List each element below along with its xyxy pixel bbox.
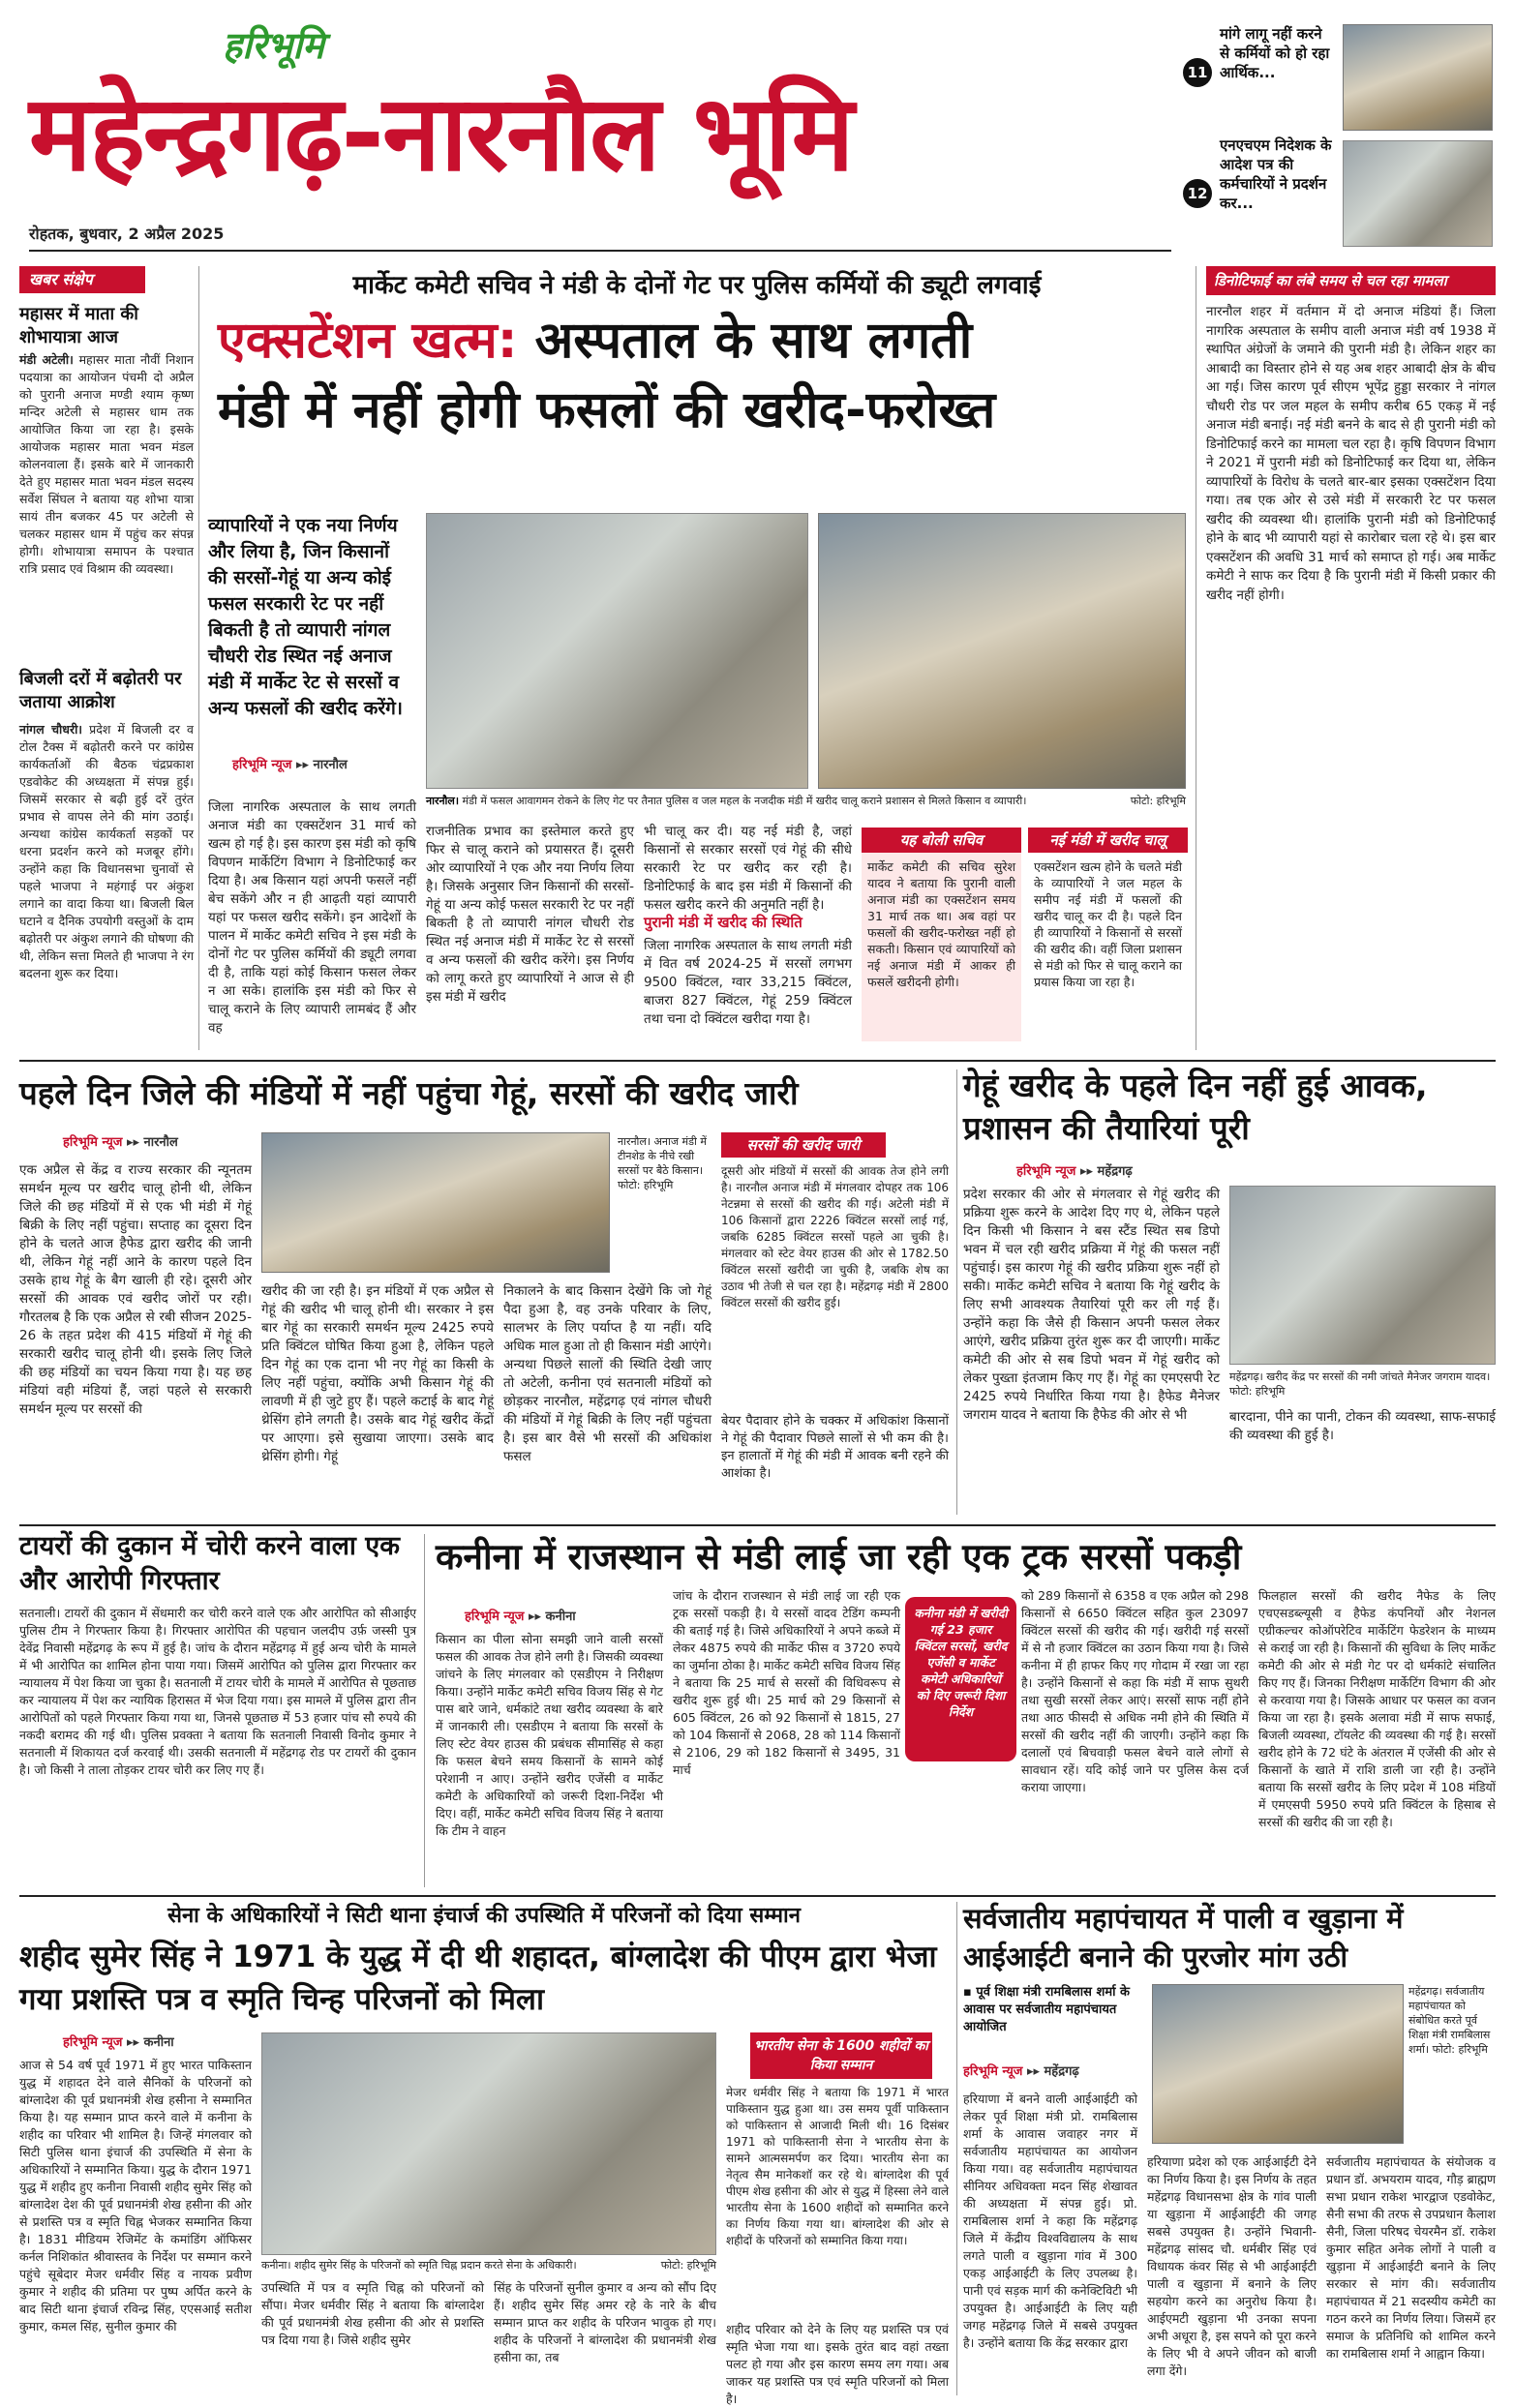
caption-text: मंडी में फसल आवागमन रोकने के लिए गेट पर तैनात पुलिस व जल महल के नजदीक मंडी में खरीद चालू कराने प्रशासन से मिलते किसान व व्यापारी। <box>462 795 1027 807</box>
row3-main-col3: को 289 किसानों से 6358 व एक अप्रैल को 298 किसानों से 6650 क्विंटल सहित कुल 23097 क्विंटल सरसों की खरीद की गई। खरीदी गई सरसों में से नौ हजार क्विंटल का उठान किया गया है। जिसे कनीना में ही हाफर किए गए गोदाम में रखा जा रहा है। उन्होंने किसानों से कहा कि मंडी में साफ सुथरी तथा सुखी सरसों लेकर आएं। सरसों साफ नहीं होने तथा आठ फीसदी से अधिक नमी होने की स्थिति में सरसों की खरीद नहीं की जाएगी। उन्होंने कहा कि दलालों एवं बिचवाड़ी फसल बेचने वाले लोगों से सावधान रहें। यदि कोई जाने पर पुलिस केस दर्ज कराया जाएगा। <box>1021 1588 1249 1794</box>
box-new-mandi <box>1028 828 1188 1045</box>
row2-right-headline: गेहूं खरीद के पहले दिन नहीं हुई आवक, प्रशासन की तैयारियां पूरी <box>963 1067 1428 1147</box>
box-secretary <box>862 828 1021 1045</box>
row4-right-col3: सर्वजातीय महापंचायत के संयोजक व प्रधान डॉ. अभयराम यादव, गौड़ ब्राह्मण सभा प्रधान राकेश भारद्वाज एडवोकेट, सैनी सभा की तरफ से उपप्रधान कैलाश सैनी, जिला परिषद चेयरमैन डॉ. राकेश कुमार सहित अनेक लोगों ने पाली व खुड़ाना में आईआईटी बनाने के लिए सरकार से मांग की। सर्वजातीय महापंचायत में 21 सदस्यीय कमेटी का गठन करने का निर्णय लिया। जिसमें हर समाज के प्रतिनिधि को शामिल करने का रामबिलास शर्मा ने आह्वान किया। <box>1326 2154 1496 2361</box>
title-part2: नारनौल भूमि <box>382 74 853 195</box>
row2-left-photo-caption: नारनौल। अनाज मंडी में टीनशेड के नीचे रखी सरसों पर बैठे किसान। फोटो: हरिभूमि <box>618 1135 707 1191</box>
byline-brand: हरिभूमि न्यूज <box>232 758 292 772</box>
row2-right-byline: हरिभूमि न्यूज ▸▸ महेंद्रगढ़ <box>1016 1164 1133 1179</box>
row4-box-title: भारतीय सेना के 1600 शहीदों का किया सम्मान <box>750 2032 932 2079</box>
row4-left-kicker: सेना के अधिकारियों ने सिटी थाना इंचार्ज की उपस्थिति में परिजनों को दिया सम्मान <box>167 1904 801 1928</box>
row3-quote-text: कनीना मंडी में खरीदी गई 23 हजार क्विंटल सरसों, खरीद एजेंसी व मार्केट कमेटी अधिकारियों को दिए जरूरी दिशा निर्देश <box>914 1606 1008 1719</box>
row4-left-col2: उपस्थिति में पत्र व स्मृति चिह्न को परिजनों को सौंपा। मेजर धर्मवीर सिंह ने बताया कि बांग्लादेश की पूर्व प्रधानमंत्री शेख हसीना की ओर से प्रशस्ति पत्र दिया गया है। जिसे शहीद सुमेर <box>261 2280 484 2347</box>
section-rule-3 <box>19 1895 1496 1897</box>
lead-headline-red: एक्सटेंशन खत्म: <box>218 312 518 370</box>
briefs-tag: खबर संक्षेप <box>19 266 145 293</box>
row2-left-photo <box>261 1132 610 1273</box>
lead-photo-1 <box>426 513 808 789</box>
byline-brand: हरिभूमि न्यूज <box>63 1135 123 1150</box>
brief1-place: मंडी अटेली। <box>19 352 74 367</box>
row4-left-col3: सिंह के परिजनों सुनील कुमार व अन्य को सौंप दिए हैं। शहीद सुमेर सिंह अमर रहे के नारे के बीच सम्मान प्राप्त कर शहीद के परिजन भावुक हो गए। शहीद के परिजनों ने बांग्लादेश की प्रधानमंत्री शेख हसीना का, तब <box>494 2280 716 2364</box>
caption-place: नारनौल। <box>426 795 460 807</box>
lead-headline-line2: मंडी में नहीं होगी फसलों की खरीद-फरोख्त <box>218 381 996 439</box>
row3-main-headline: कनीना में राजस्थान से मंडी लाई जा रही एक ट्रक सरसों पकड़ी <box>436 1536 1242 1578</box>
byline-brand: हरिभूमि न्यूज <box>465 1610 525 1624</box>
row4-left-headline: शहीद सुमेर सिंह ने 1971 के युद्ध में दी थी शहादत, बांग्लादेश की पीएम द्वारा भेजा गया प्रशस्ति पत्र व स्मृति चिन्ह परिजनों को मिला <box>19 1940 937 2017</box>
row2-left-headline: पहले दिन जिले की मंडियों में नहीं पहुंचा गेहूं, सरसों की खरीद जारी <box>19 1074 799 1112</box>
caption-credit: फोटो: हरिभूमि <box>1130 795 1186 807</box>
byline-brand: हरिभूमि न्यूज <box>63 2035 123 2050</box>
bullet-icon: ▪ <box>963 1985 977 2000</box>
row3-divider <box>424 1534 425 1887</box>
dateline: रोहतक, बुधवार, 2 अप्रैल 2025 <box>29 225 225 243</box>
right-sidebar <box>1196 266 1496 1050</box>
brand-logo: हरिभूमि <box>223 24 324 67</box>
row4-right-byline: हरिभूमि न्यूज ▸▸ महेंद्रगढ़ <box>963 2064 1079 2079</box>
right-sidebar-body: नारनौल शहर में वर्तमान में दो अनाज मंडियां हैं। जिला नागरिक अस्पताल के समीप वाली अनाज मंडी वर्ष 1938 में स्थापित अंग्रेजों के जमाने की पुरानी मंडी है। लेकिन शहर का आबादी का विस्तार होने से यह अब शहर आबादी क्षेत्र के बीच आ गई। जिस कारण पूर्व सीएम भूपेंद्र हुड्डा सरकार ने नांगल चौधरी रोड पर जल महल के समीप करीब 65 एकड़ में नई अनाज मंडी बनाई। नई मंडी बनने के बाद से ही पुरानी मंडी को डिनोटिफाई करने का मामला चल रहा है। कृषि विपणन विभाग ने 2021 में पुरानी मंडी को डिनोटिफाई कर दिया था, लेकिन व्यापारियों के विरोध के चलते बार-बार इसका एक्सटेंशन दिया गया। तब एक ओर से उसे मंडी में सरकारी रेट पर फसल खरीद की व्यवस्था थी। हालांकि पुरानी मंडी को डिनोटिफाई होने के बाद भी व्यापारी यहां से कारोबार चला रहे थे। इस बार एक्सटेंशन की अवधि 31 मार्च को समाप्त हो गई। अब मार्केट कमेटी ने साफ कर दिया है कि पुरानी मंडी में किसी प्रकार की खरीद नहीं होगी। <box>1206 304 1496 603</box>
row2-box-mustard <box>721 1132 949 1403</box>
lead-kicker: मार्केट कमेटी सचिव ने मंडी के दोनों गेट पर पुलिस कर्मियों की ड्यूटी लगवाई <box>352 271 1042 300</box>
brief1-body <box>19 351 194 661</box>
teaser-2[interactable] <box>1183 135 1493 252</box>
byline-brand: हरिभूमि न्यूज <box>1016 1164 1076 1179</box>
lead-intro: व्यापारियों ने एक नया निर्णय और लिया है, जिन किसानों की सरसों-गेहूं या अन्य कोई फसल सरकारी रेट पर नहीं बिकती है तो व्यापारी नांगल चौधरी रोड स्थित नई अनाज मंडी में मार्केट रेट से सरसों व अन्य फसलों की खरीद करेंगे। <box>208 515 403 719</box>
row2-right-photo-caption: महेंद्रगढ़। खरीद केंद्र पर सरसों की नमी जांचते मैनेजर जगराम यादव। फोटो: हरिभूमि <box>1229 1370 1491 1398</box>
section-rule-2 <box>19 1524 1496 1526</box>
byline-place: कनीना <box>545 1610 576 1624</box>
byline-place: कनीना <box>143 2035 174 2050</box>
row4-right-col1: हरियाणा में बनने वाली आईआईटी को लेकर पूर्व शिक्षा मंत्री प्रो. रामबिलास शर्मा के आवास जवाहर नगर में सर्वजातीय महापंचायत का आयोजन किया गया। वह सर्वजातीय महापंचायत सीनियर अधिवक्ता मदन सिंह शेखावत की अध्यक्षता में संपन्न हुई। प्रो. रामबिलास शर्मा ने कहा कि महेंद्रगढ़ जिले में केंद्रीय विश्वविद्यालय के साथ लगते पाली व खुड़ाना गांव में 300 एकड़ आईआईटी के लिए उपलब्ध है। पानी एवं सड़क मार्ग की कनेक्टिविटी भी उपयुक्त है। आईआईटी के लिए यही जगह महेंद्रगढ़ जिले में सबसे उपयुक्त है। उन्होंने बताया कि केंद्र सरकार द्वारा <box>963 2092 1137 2350</box>
row2-box-title: सरसों की खरीद जारी <box>721 1132 886 1158</box>
row4-left-byline: हरिभूमि न्यूज ▸▸ कनीना <box>63 2035 174 2050</box>
brief1-headline: महासर में माता की शोभायात्रा आज <box>19 304 138 347</box>
teaser-1[interactable] <box>1183 24 1493 135</box>
row3-main-col4: फिलहाल सरसों की खरीद नैफेड के लिए एचएसडब्ल्यूसी व हैफेड कंपनियों और नेशनल एग्रीकल्चर कोऑपरेटिव मार्केटिंग फेडरेशन के माध्यम से कराई जा रही है। किसानों की सुविधा के लिए मार्केट कमेटी की ओर से मंडी गेट पर दो धर्मकांटे संचालित किए गए हैं। जिनका निरीक्षण मार्केटिंग विभाग की ओर से करवाया गया है। जिसके आधार पर फसल का वजन किया जा रहा है। इसके अलावा मंडी में साफ सफाई, बिजली व्यवस्था, टॉयलेट की व्यवस्था की गई है। सरसों खरीद होने के 72 घंटे के अंतराल में एजेंसी की ओर से किसानों के खाते में राशि डाली जा रही है। उन्होंने बताया कि सरसों खरीद के लिए प्रदेश में 108 मंडियों में एमएसपी 5950 रुपये प्रति क्विंटल के हिसाब से सरसों की खरीद की जा रही है। <box>1258 1588 1496 1829</box>
news-briefs <box>19 266 194 1050</box>
teaser-text: मांगे लागू नहीं करने से कर्मियों को हो रहा आर्थिक... <box>1220 25 1330 81</box>
byline-place: नारनौल <box>143 1135 178 1150</box>
row2-right-tail: बारदाना, पीने का पानी, टोकन की व्यवस्था, साफ-सफाई की व्यवस्था की हुई है। <box>1229 1409 1496 1443</box>
row4-right-col2: हरियाणा प्रदेश को एक आईआईटी देने का निर्णय किया है। इस निर्णय के तहत महेंद्रगढ़ विधानसभा क्षेत्र के गांव पाली या खुड़ाना में आईआईटी की जगह सबसे उपयुक्त है। उन्होंने भिवानी-महेंद्रगढ़ सांसद चौ. धर्मबीर सिंह एवं विधायक कंवर सिंह से भी आईआईटी पाली व खुड़ाना में बनाने के लिए सहयोग करने का अनुरोध किया है। आईएमटी खुड़ाना भी उनका सपना अभी अधूरा है, इस सपने को पूरा करने के लिए भी वे अपने जीवन को बाजी लगा देंगे। <box>1147 2154 1317 2378</box>
row4-box-body: मेजर धर्मवीर सिंह ने बताया कि 1971 में भारत पाकिस्तान युद्ध हुआ था। उस समय पूर्वी पाकिस्तान को पाकिस्तान से आजादी मिली थी। 16 दिसंबर 1971 को पाकिस्तानी सेना ने भारतीय सेना के सामने आत्मसमर्पण कर दिया। भारतीय सेना का नेतृत्व सैम मानेकशॉ कर रहे थे। बांग्लादेश की पूर्व पीएम शेख हसीना की ओर से युद्ध में हिस्सा लेने वाले भारतीय सेना के 1600 शहीदों को सम्मानित करने का निर्णय किया गया था। बांग्लादेश की ओर से शहीदों के परिजनों को सम्मानित किया गया। <box>726 2086 949 2247</box>
row4-right-photo <box>1152 1984 1404 2144</box>
lead-headline-line1 <box>218 308 1186 374</box>
row4-right-headline: सर्वजातीय महापंचायत में पाली व खुड़ाना में आईआईटी बनाने की पुरजोर मांग उठी <box>963 1902 1404 1973</box>
row3-quote-box <box>905 1597 1016 1761</box>
teaser-number: 12 <box>1183 179 1212 208</box>
byline-place: नारनौल <box>313 758 348 772</box>
lead-photo-2 <box>818 513 1186 789</box>
row3-main-col2: जांच के दौरान राजस्थान से मंडी लाई जा रही एक ट्रक सरसों पकड़ी है। ये सरसों वादव टेडिंग कम्पनी की बताई गई है। जिसे अधिकारियों ने अपने कब्जे में लेकर 4875 रुपये की मार्केट फीस व 3720 रुपये का जुर्माना ठोका है। मार्केट कमेटी सचिव विजय सिंह ने बताया कि 25 मार्च से सरसों की विधिवरूप से खरीद शुरू हुई थी। 25 मार्च को 29 किसानों से 605 क्विंटल, 26 को 92 किसानों से 1815, 27 को 104 किसानों से 2068, 28 को 114 किसानों से 2106, 29 को 182 किसानों से 3495, 31 मार्च <box>673 1588 900 1777</box>
row2-left-col3: निकालने के बाद किसान देखेंगे कि जो गेहूं पैदा हुआ है, वह उनके परिवार के लिए, सालभर के लिए पर्याप्त है या नहीं। यदि अधिक माल हुआ तो ही किसान मंडी आएंगे। अन्यथा पिछले सालों की स्थिति देखी जाए तो अटेली, कनीना एवं सतनाली मंडियों को छोड़कर नारनौल, महेंद्रगढ़ एवं नांगल चौधरी की मंडियों में गेहूं बिक्री के लिए नहीं पहुंचता है। इस बार वैसे भी सरसों की अधिकांश फसल <box>503 1283 712 1464</box>
brief2-text: प्रदेश में बिजली दर व टोल टैक्स में बढ़ोतरी करने पर कांग्रेस कार्यकर्ताओं की बैठक चंद्रप्रकाश एडवोकेट की अध्यक्षता में संपन्न हुई। जिसमें सरकार से बढ़ी हुई दरें तुरंत प्रभाव से वापस लेने की मांग उठाई। अन्यथा कांग्रेस कार्यकर्ता सड़कों पर धरना प्रदर्शन करने को मजबूर होंगे। उन्होंने कहा कि विधानसभा चुनावों से पहले भाजपा ने महंगाई पर अंकुश लगाने का वादा किया था। बिजली बिल घटाने व दैनिक उपयोगी वस्तुओं के दाम बढ़ोतरी पर अंकुश लगाने की घोषणा की थी, लेकिन सत्ता मिलते ही भाजपा ने रंग बदलना शुरू कर दिया। <box>19 722 194 980</box>
column-divider <box>198 266 199 1050</box>
byline-brand: हरिभूमि न्यूज <box>963 2064 1023 2079</box>
brief1-text: महासर माता नौवीं निशान पदयात्रा का आयोजन पंचमी दो अप्रैल को पुरानी अनाज मण्डी श्याम कृष्ण मन्दिर अटेली से महासर धाम तक आयोजित किया जा रहा है। इसके आयोजक महासर माता भवन मंडल कोलनवाला हैं। इसके बारे में जानकारी देते हुए महासर माता भवन मंडल सदस्य सर्वेश सिंघल ने बताया यह शोभा यात्रा सायं तीन बजकर 45 पर अटेली से चलकर महासर धाम में पहुंच कर संपन्न होगी। शोभायात्रा समापन के पश्चात रात्रि प्रसाद एवं विश्राम की व्यवस्था। <box>19 352 194 576</box>
row2-right-photo <box>1229 1186 1496 1365</box>
row2-box-body: दूसरी ओर मंडियों में सरसों की आवक तेज होने लगी है। नारनौल अनाज मंडी में मंगलवार दोपहर तक 106 नेटन्नमा से सरसों की खरीद की गई। अटेली मंडी में 106 किसानों द्वारा 2226 क्विंटल सरसों लाई गई, जबकि 6285 क्विंटल सरसों पहले आ चुकी है। मंगलवार को स्टेट वेयर हाउस की ओर से 1782.50 क्विंटल सरसों खरीदी जा चुकी है, जबकि शेष का उठाव भी तेजी से चल रहा है। महेंद्रगढ़ मंडी में 2800 क्विंटल सरसों की खरीद हुई। <box>721 1164 949 1309</box>
row2-right-body: प्रदेश सरकार की ओर से मंगलवार से गेहूं खरीद की प्रक्रिया शुरू करने के आदेश दिए गए थे, लेकिन पहले दिन किसी भी किसान ने बस स्टैंड स्थित सब डिपो भवन में चल रही खरीद प्रक्रिया में गेहूं की फसल नहीं पहुंचाई। इस कारण गेहूं की खरीद प्रक्रिया शुरू नहीं हो सकी। मार्केट कमेटी सचिव ने बताया कि गेहूं खरीद के लिए सभी आवश्यक तैयारियां पूरी कर ली गई हैं। उन्होंने कहा कि जैसे ही किसान अपनी फसल लेकर आएंगे, खरीद प्रक्रिया तुरंत शुरू कर दी जाएगी। मार्केट कमेटी की ओर से सब डिपो भवन में गेहूं खरीद को लेकर पुख्ता इंतजाम किए गए हैं। गेहूं का एमएसपी रेट 2425 रुपये निर्धारित किया गया है। हैफेड मैनेजर जगराम यादव ने बताया कि हैफेड की ओर से भी <box>963 1187 1220 1423</box>
lead-col1: जिला नागरिक अस्पताल के साथ लगती अनाज मंडी का एक्सटेंशन 31 मार्च को खत्म हो गई है। इस कारण इस मंडी को कृषि विपणन मार्केटिंग विभाग ने डिनोटिफाई कर दिया है। अब किसान यहां अपनी फसलें नहीं बेच सकेंगे और न ही आढ़ती यहां व्यापारी यहां पर फसल खरीद सकेंगे। इन आदेशों के पालन में मार्केट कमेटी सचिव ने इस मंडी के दोनों गेट पर पुलिस कर्मियों की ड्यूटी लगवा दी है, ताकि यहां कोई किसान फसल लेकर न आ सके। हालांकि इस मंडी को फिर से चालू कराने के लिए व्यापारी लामबंद हैं और वह <box>208 799 416 1036</box>
lead-col3-subhead: पुरानी मंडी में खरीद की स्थिति <box>644 914 802 931</box>
row4-left-col1: आज से 54 वर्ष पूर्व 1971 में हुए भारत पाकिस्तान युद्ध में शहादत देने वाले सैनिकों के परिजनों को बांग्लादेश की पूर्व प्रधानमंत्री शेख हसीना ने सम्मानित किया है। यह सम्मान प्राप्त करने वाले में कनीना के शहीद का परिवार भी शामिल है। जिन्हें मंगलवार को सिटी पुलिस थाना इंचार्ज की उपस्थिति में सेना के अधिकारियों ने सम्मानित किया। युद्ध के दौरान 1971 युद्ध में शहीद हुए कनीना निवासी शहीद सुमेर सिंह को बांग्लादेश देश की पूर्व प्रधानमंत्री शेख हसीना की ओर से प्रशस्ति पत्र व स्मृति चिह्न भेजकर सम्मानित किया है। 1831 मीडियम रेजिमेंट के कमांडिंग ऑफिसर कर्नल निशिकांत श्रीवास्तव के निर्देश पर सम्मान करने पहुंचे सूबेदार मेजर धर्मवीर सिंह व नायक प्रवीण कुमार ने शहीद की प्रतिमा पर पुष्प अर्पित करने के बाद सिटी थाना इंचार्ज रविन्द्र सिंह, एएसआई सतीश कुमार, कमल सिंह, सुनील कुमार की <box>19 2058 252 2333</box>
row2-bottom-body: बेयर पैदावार होने के चक्कर में अधिकांश किसानों ने गेहूं की पैदावार पिछले सालों से भी कम की है। इन हालातों में गेहूं की मंडी में आवक बनी रहने की आशंका है। <box>721 1414 949 1481</box>
row4-right-bullet <box>963 1984 1147 2052</box>
section-rule-1 <box>19 1060 1496 1062</box>
row3-main-byline: हरिभूमि न्यूज ▸▸ कनीना <box>465 1610 576 1624</box>
lead-col3-body: जिला नागरिक अस्पताल के साथ लगती मंडी में वित वर्ष 2024-25 में सरसों लगभग 9500 क्विंटल, ग्वार 33,215 क्विंटल, बाजरा 827 क्विंटल, गेहूं 259 क्विंटल तथा चना दो क्विंटल खरीदा गया है। <box>644 938 852 1027</box>
lead-headline <box>208 308 1186 501</box>
row2-left-col1: एक अप्रैल से केंद्र व राज्य सरकार की न्यूनतम समर्थन मूल्य पर खरीद चालू होनी थी, लेकिन जिले की छह मंडियों में से एक भी मंडी में गेहूं बिक्री के लिए नहीं पहुंचा। सप्ताह का दूसरा दिन होने के चलते आज हैफेड द्वारा खरीद की जानी थी, लेकिन गेहूं नहीं आने के कारण पहले दिन उसके हाथ गेहूं के बैग खाली ही रहे। दूसरी ओर सरसों की आवक एवं खरीद जोरों पर रही। गौरतलब है कि एक अप्रैल से रबी सीजन 2025-26 के तहत प्रदेश की 415 मंडियों में गेहूं की सरकारी खरीद चालू होनी थी। इसके लिए जिले की छह मंडियों का चयन किया गया है। यह छह मंडियां वही मंडियां हैं, जहां पहले से सरकारी समर्थन मूल्य पर सरसों की <box>19 1162 252 1417</box>
row4-left-photo <box>261 2032 716 2255</box>
lead-byline: हरिभूमि न्यूज ▸▸ नारनौल <box>232 758 348 772</box>
teaser-photo <box>1343 24 1493 131</box>
lead-photo-caption <box>426 794 1186 813</box>
row3-left-body: सतनाली। टायरों की दुकान में सेंधमारी कर चोरी करने वाले एक और आरोपित को सीआईए पुलिस टीम ने गिरफ्तार किया है। गिरफ्तार आरोपित की पहचान जलदीप उर्फ़ जस्सी पुत्र देवेंद्र निवासी महेंद्रगढ़ के रूप में हुई है। जांच के दौरान महेंद्रगढ़ में हुई अन्य चोरी के मामले में भी आरोपित का शामिल होना पाया गया। जिसमें आरोपित को पुलिस द्वारा गिरफ्तार कर न्यायालय में पेश किया जा चुका है। सतनाली में टायर चोरी के मामले में आरोपित से पूछताछ कर न्यायालय में पेश कर न्यायिक हिरासत में भेज दिया गया। इस मामले में पुलिस द्वारा तीन आरोपितों को पहले गिरफ्तार किया गया था, जिनसे पूछताछ में 53 हजार पांच सौ रुपये की नकदी बरामद की गई थी। पुलिस प्रवक्ता ने बताया कि सतनाली निवासी विनोद कुमार ने सतनाली में शिकायत दर्ज करवाई थी। उसकी सतनाली में महेंद्रगढ़ रोड पर टायरों की दुकान है। जो किसी ने ताला तोड़कर टायर चोरी कर लिए गए हैं। <box>19 1606 416 1777</box>
box-new-mandi-title: नई मंडी में खरीद चालू <box>1028 828 1188 853</box>
row4-divider <box>956 1902 957 2395</box>
caption-credit: फोटो: हरिभूमि <box>660 2259 716 2272</box>
box-new-mandi-body: एक्सटेंशन खत्म होने के चलते मंडी के व्यापारियों ने जल महल के समीप नई मंडी में फसलों की खरीद चालू कर दी है। पहले दिन ही व्यापारियों ने किसानों से सरसों की खरीद की। वहीं जिला प्रशासन से मंडी को फिर से चालू कराने का प्रयास किया जा रहा है। <box>1034 859 1182 989</box>
byline-place: महेंद्रगढ़ <box>1044 2064 1079 2079</box>
brief2-body <box>19 721 194 1050</box>
masthead-rule <box>29 250 1171 252</box>
lead-col2: राजनीतिक प्रभाव का इस्तेमाल करते हुए फिर से चालू कराने को प्रयासरत हैं। दूसरी ओर व्यापारियों ने एक और नया निर्णय लिया है। जिसके अनुसार जिन किसानों की सरसों-गेहूं या अन्य कोई फसल सरकारी रेट पर नहीं बिकती है तो व्यापारी नांगल चौधरी रोड स्थित नई अनाज मंडी में मार्केट रेट से सरसों व अन्य फसलों की खरीद करेंगे। इस निर्णय को लागू करते हुए व्यापारियों ने आज से ही इस मंडी में खरीद <box>426 824 634 1005</box>
row4-left-photo-caption <box>261 2258 716 2275</box>
row3-left-headline: टायरों की दुकान में चोरी करने वाला एक और आरोपी गिरफ्तार <box>19 1531 400 1596</box>
teaser-photo <box>1343 140 1493 247</box>
caption-text: कनीना। शहीद सुमेर सिंह के परिजनों को स्मृति चिह्न प्रदान करते सेना के अधिकारी। <box>261 2259 577 2272</box>
row2-divider <box>956 1069 957 1515</box>
row2-left-byline: हरिभूमि न्यूज ▸▸ नारनौल <box>63 1135 178 1150</box>
brief2-headline: बिजली दरों में बढ़ोतरी पर जताया आक्रोश <box>19 669 182 712</box>
box-secretary-body: मार्केट कमेटी की सचिव सुरेश यादव ने बताया कि पुरानी वाली अनाज मंडी का एक्सटेंशन समय 31 मार्च तक था। अब वहां पर फसलों की खरीद-फरोख्त नहीं हो सकती। किसान एवं व्यापारियों को नई अनाज मंडी में आकर ही फसलें खरीदनी होगी। <box>862 853 1021 1041</box>
box-secretary-title: यह बोली सचिव <box>862 828 1021 853</box>
bullet-text: पूर्व शिक्षा मंत्री रामबिलास शर्मा के आवास पर सर्वजातीय महापंचायत आयोजित <box>963 1985 1130 2034</box>
row4-box-tail: शहीद परिवार को देने के लिए यह प्रशस्ति पत्र एवं स्मृति भेजा गया था। इसके तुरंत बाद वहां तख्ता पलट हो गया और इस कारण समय लग गया। अब जाकर यह प्रशस्ति पत्र एवं स्मृति परिजनों को मिला है। <box>726 2322 949 2406</box>
page-title <box>29 58 1171 213</box>
row4-army-box <box>726 2032 949 2406</box>
teaser-number: 11 <box>1183 58 1212 87</box>
lead-col3-top: भी चालू कर दी। यह नई मंडी है, जहां किसानों से सरकार सरसों एवं गेहूं की सीधे सरकारी रेट पर खरीद कर रही है। डिनोटिफाई के बाद इस मंडी में किसानों की फसल खरीद करने की अनुमति नहीं है। <box>644 824 852 913</box>
teaser-text: एनएचएम निदेशक के आदेश पत्र की कर्मचारियों ने प्रदर्शन कर... <box>1220 136 1332 212</box>
masthead <box>29 19 1171 252</box>
row3-main-col1: किसान का पीला सोना समझी जाने वाली सरसों फसल की आवक तेज होने लगी है। जिसकी व्यवस्था जांचने के लिए मंगलवार को एसडीएम ने निरीक्षण किया। उन्होंने मार्केट कमेटी सचिव विजय सिंह से गेट पास बारे जाने, धर्मकांटे तथा खरीद व्यवस्था के बारे में जानकारी ली। एसडीएम ने बताया कि सरसों के लिए स्टेट वेयर हाउस की प्रबंधक सीमासिंह से कहा कि फसल बेचने समय किसानों के सामने कोई परेशानी न आए। उन्होंने खरीद एजेंसी व मार्केट कमेटी के अधिकारियों को जरूरी दिशा-निर्देश भी दिए। वहीं, मार्केट कमेटी सचिव विजय सिंह ने बताया कि टीम ने वाहन <box>436 1632 663 1838</box>
byline-place: महेंद्रगढ़ <box>1097 1164 1133 1179</box>
brief2-place: नांगल चौधरी। <box>19 722 83 737</box>
lead-headline-rest: अस्पताल के साथ लगती <box>534 312 973 370</box>
row2-left-col2: खरीद की जा रही है। इन मंडियों में एक अप्रैल से गेहूं की खरीद भी चालू होनी थी। सरकार ने इस बार गेहूं का सरकारी समर्थन मूल्य 2425 रुपये प्रति क्विंटल घोषित किया हुआ है, लेकिन पहले दिन गेहूं का एक दाना भी नए गेहूं का किसी के लिए नहीं पहुंचा, क्योंकि अभी किसान गेहूं की लावणी में ही जुटे हुए हैं। पहले कटाई के बाद गेहूं थ्रेसिंग होने लगती है। उसके बाद गेहूं खरीद केंद्रों पर आएगा। इसे सुखाया जाएगा। उसके बाद थ्रेसिंग होगी। गेहूं <box>261 1283 494 1464</box>
title-part1: महेन्द्रगढ़- <box>29 74 383 195</box>
row4-right-photo-caption: महेंद्रगढ़। सर्वजातीय महापंचायत को संबोधित करते पूर्व शिक्षा मंत्री रामबिलास शर्मा। फोटो: हरिभूमि <box>1408 1985 1491 2056</box>
lead-col3 <box>644 823 852 1045</box>
right-sidebar-title: डिनोटिफाई का लंबे समय से चल रहा मामला <box>1206 266 1496 295</box>
